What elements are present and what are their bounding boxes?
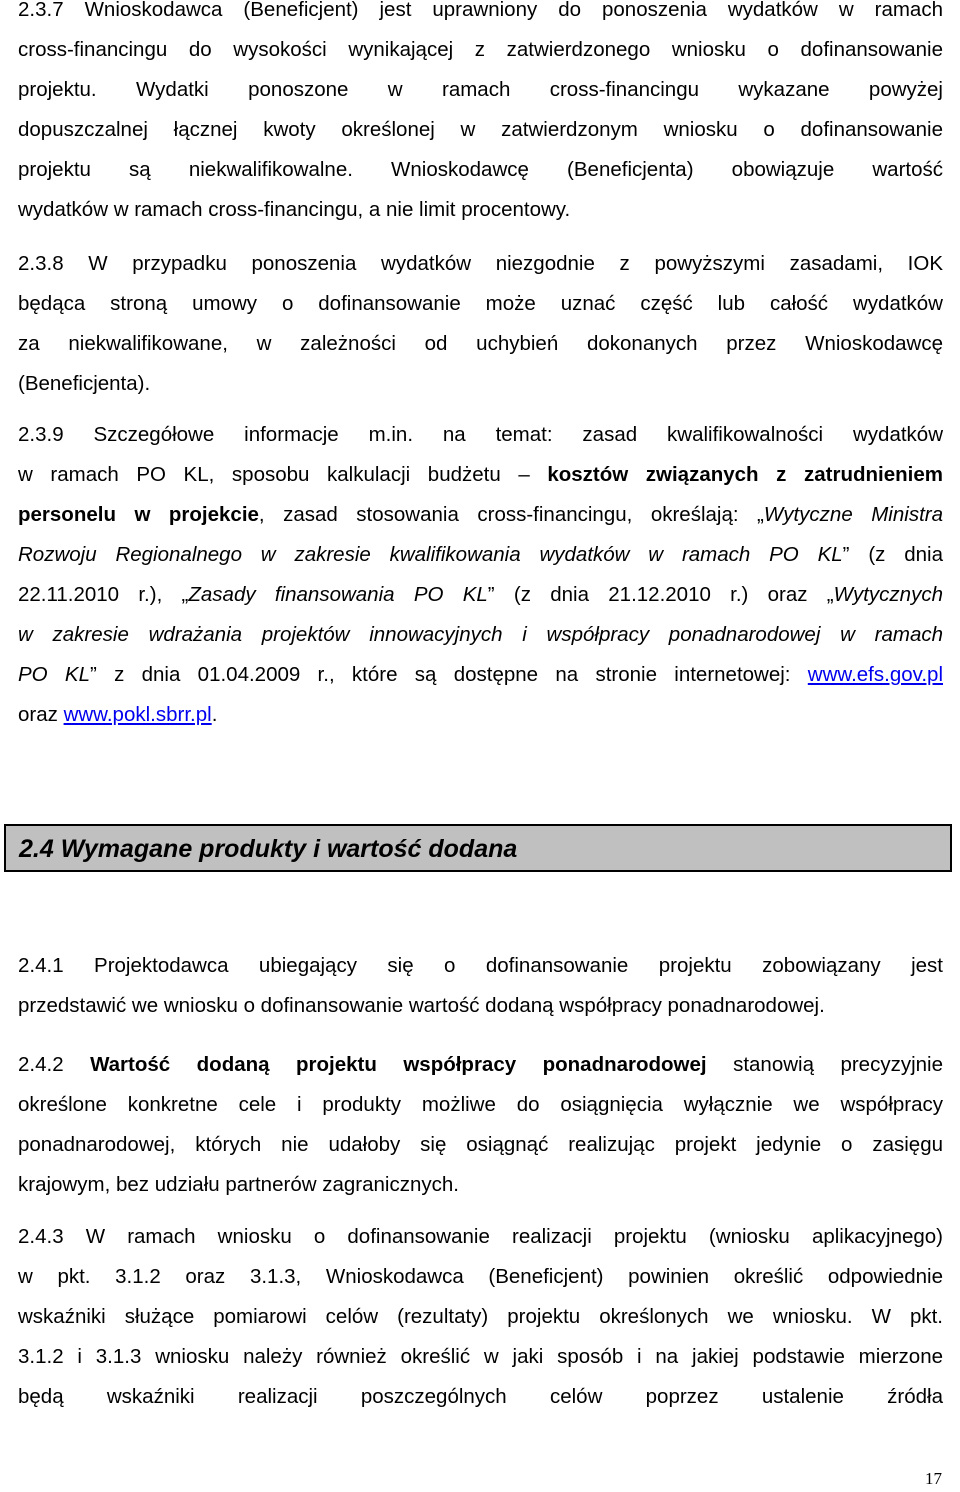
italic-text: PO KL <box>18 663 90 686</box>
text-line: projektu są niekwalifikowalne. Wnioskodawcę (Beneficjenta) obowiązuje wartość <box>18 158 943 181</box>
italic-text: Zasady finansowania PO KL <box>188 583 488 606</box>
paragraph-2-4-1 <box>18 946 943 1026</box>
text-line: przedstawić we wniosku o dofinansowanie wartość dodaną współpracy ponadnarodowej. <box>18 994 825 1017</box>
paragraph-2-4-2 <box>18 1045 943 1205</box>
text-line: krajowym, bez udziału partnerów zagranicznych. <box>18 1173 459 1196</box>
text-line: będąca stroną umowy o dofinansowanie może uznać część lub całość wydatków <box>18 292 943 315</box>
pokl-link[interactable]: www.pokl.sbrr.pl <box>63 703 212 726</box>
bold-text: personelu w projekcie <box>18 503 259 526</box>
text-run: ” z dnia 01.04.2009 r., które są dostępne na stronie internetowej: <box>89 663 808 686</box>
text-run: ” (z dnia <box>842 543 943 566</box>
text-line: określone konkretne cele i produkty możliwe do osiągnięcia wyłącznie we współpracy <box>18 1093 943 1116</box>
text-line: będą wskaźniki realizacji poszczególnych celów poprzez ustalenie źródła <box>18 1385 943 1408</box>
text-run: 22.11.2010 r.), „ <box>18 583 189 606</box>
text-line <box>18 575 943 615</box>
text-run: stanowią precyzyjnie <box>706 1053 943 1076</box>
text-line: 3.1.2 i 3.1.3 wniosku należy również określić w jaki sposób i na jakiej podstawie mierzone <box>18 1345 943 1368</box>
italic-text: Wytycznych <box>833 583 943 606</box>
italic-text: Wytyczne Ministra <box>763 503 943 526</box>
text-line: 2.4.1 Projektodawca ubiegający się o dofinansowanie projektu zobowiązany jest <box>18 954 943 977</box>
text-line: dopuszczalnej łącznej kwoty określonej w zatwierdzonym wniosku o dofinansowanie <box>18 118 943 141</box>
text-line <box>18 535 943 575</box>
text-line <box>18 495 943 535</box>
paragraph-2-4-3 <box>18 1217 943 1417</box>
text-line <box>18 695 943 735</box>
text-line: projektu. Wydatki ponoszone w ramach cross-financingu wykazane powyżej <box>18 78 943 101</box>
text-line: w pkt. 3.1.2 oraz 3.1.3, Wnioskodawca (Beneficjent) powinien określić odpowiednie <box>18 1265 943 1288</box>
text-line: za niekwalifikowane, w zależności od uchybień dokonanych przez Wnioskodawcę <box>18 332 943 355</box>
text-run: 2.4.2 <box>18 1053 91 1076</box>
paragraph-2-3-8 <box>18 244 943 404</box>
paragraph-2-3-7 <box>18 0 943 230</box>
bold-text: kosztów związanych z zatrudnieniem <box>547 463 943 486</box>
section-heading: 2.4 Wymagane produkty i wartość dodana <box>19 835 518 863</box>
text-line: (Beneficjenta). <box>18 372 151 395</box>
text-line: 2.3.8 W przypadku ponoszenia wydatków niezgodnie z powyższymi zasadami, IOK <box>18 252 943 275</box>
text-line <box>18 655 943 695</box>
text-line <box>18 455 943 495</box>
section-heading-box <box>4 824 952 872</box>
text-line: 2.3.9 Szczegółowe informacje m.in. na temat: zasad kwalifikowalności wydatków <box>18 423 943 446</box>
text-line: 2.3.7 Wnioskodawca (Beneficjent) jest uprawniony do ponoszenia wydatków w ramach <box>18 0 943 21</box>
italic-text: w zakresie wdrażania projektów innowacyjnych i współpracy ponadnarodowej w ramach <box>18 623 943 646</box>
text-line <box>18 615 943 655</box>
text-run: ” (z dnia 21.12.2010 r.) oraz „ <box>487 583 834 606</box>
text-run: w ramach PO KL, sposobu kalkulacji budżetu – <box>18 463 548 486</box>
text-line <box>18 1045 943 1085</box>
text-line: 2.4.3 W ramach wniosku o dofinansowanie realizacji projektu (wniosku aplikacyjnego) <box>18 1225 943 1248</box>
text-line: cross-financingu do wysokości wynikającej z zatwierdzonego wniosku o dofinansowanie <box>18 38 943 61</box>
efs-link[interactable]: www.efs.gov.pl <box>807 663 943 686</box>
page-number: 17 <box>925 1469 942 1488</box>
text-line: ponadnarodowej, których nie udałoby się osiągnąć realizując projekt jedynie o zasięgu <box>18 1133 943 1156</box>
bold-text: Wartość dodaną projektu współpracy ponadnarodowej <box>90 1053 707 1076</box>
text-run: , zasad stosowania cross-financingu, określają: „ <box>258 503 764 526</box>
text-line: wydatków w ramach cross-financingu, a nie limit procentowy. <box>18 198 571 221</box>
paragraph-2-3-9 <box>18 415 943 735</box>
text-line: wskaźniki służące pomiarowi celów (rezultaty) projektu określonych we wniosku. W pkt. <box>18 1305 943 1328</box>
text-run: oraz <box>18 703 64 726</box>
text-run: . <box>211 703 218 726</box>
italic-text: Rozwoju Regionalnego w zakresie kwalifikowania wydatków w ramach PO KL <box>18 543 843 566</box>
